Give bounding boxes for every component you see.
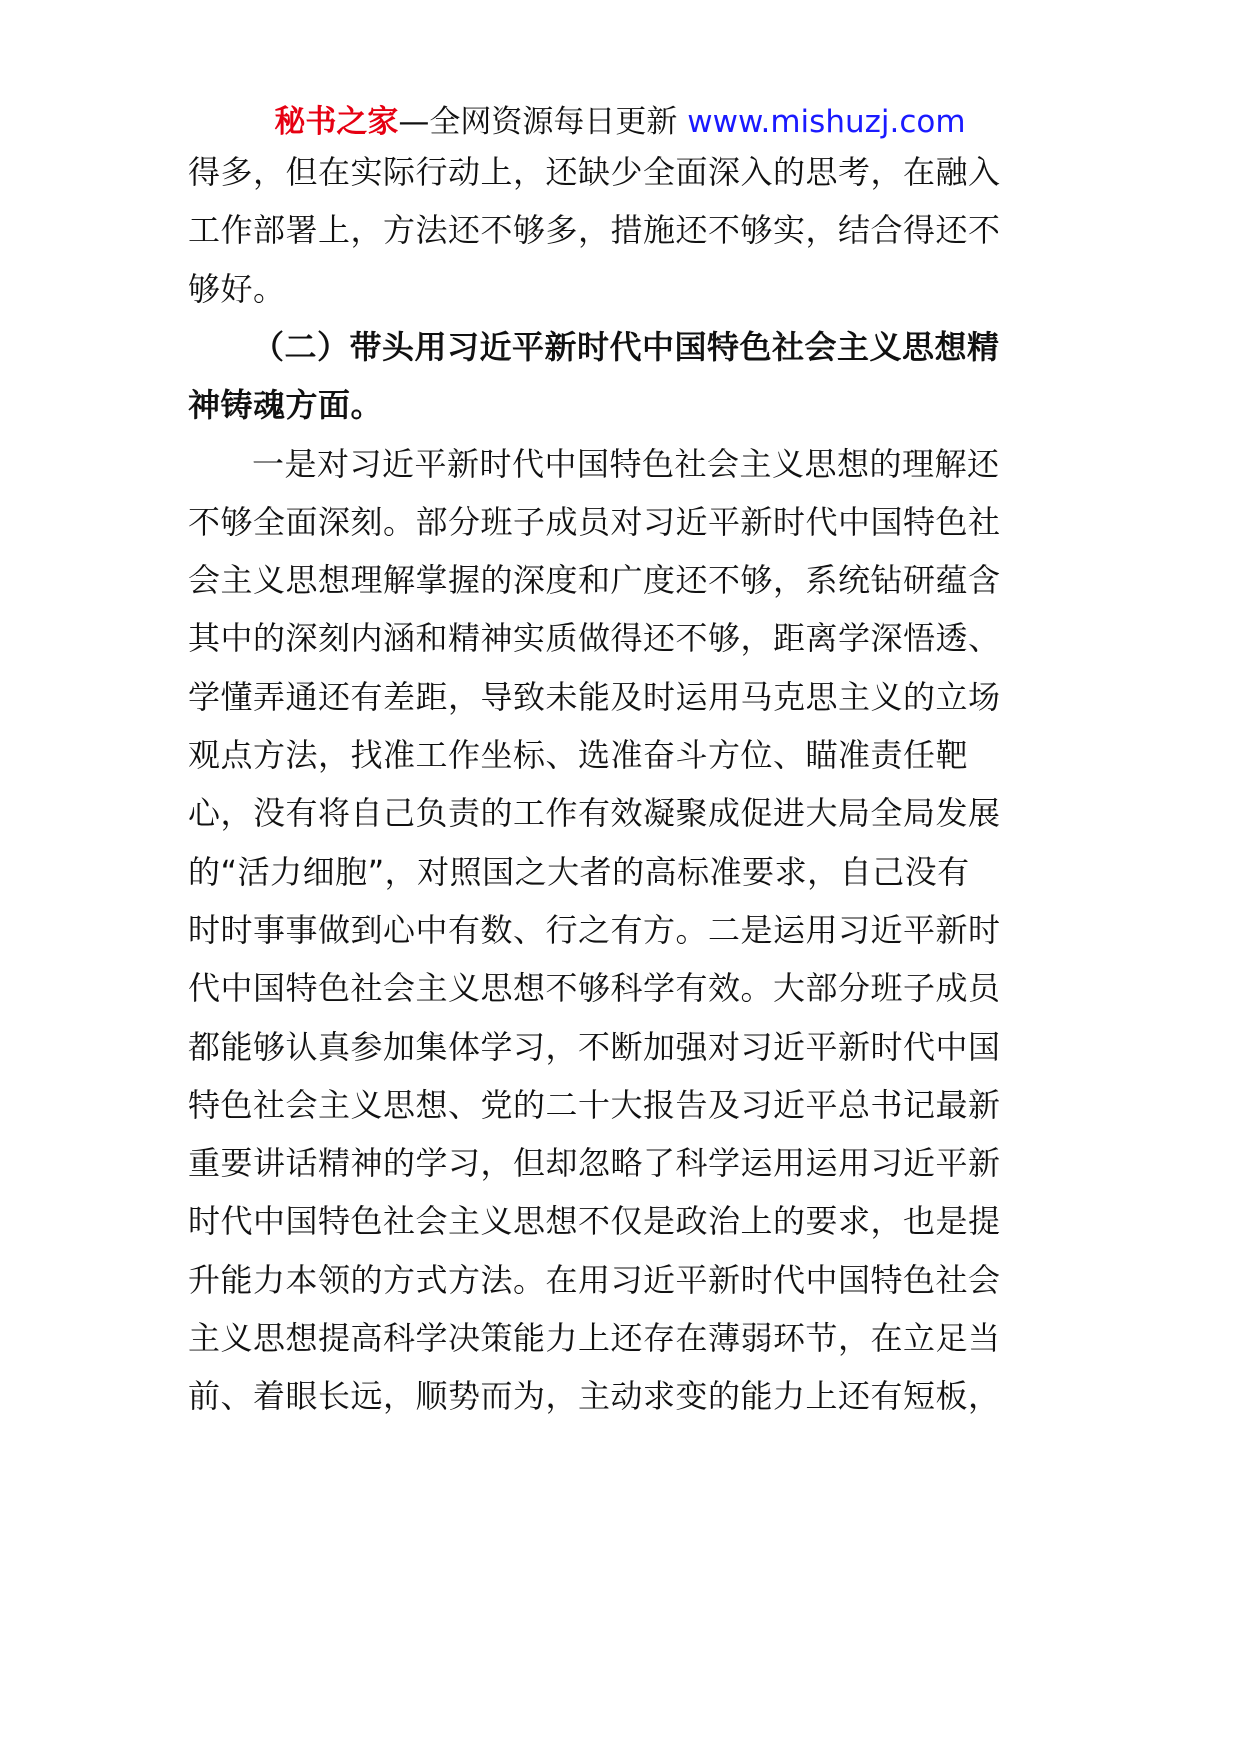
paragraph-line: 升能力本领的方式方法。在用习近平新时代中国特色社会 [188,1261,1001,1299]
section-heading-line: 神铸魂方面。 [188,386,384,424]
paragraph-line: 重要讲话精神的学习，但却忽略了科学运用运用习近平新 [188,1144,1001,1182]
paragraph-line: 特色社会主义思想、党的二十大报告及习近平总书记最新 [188,1086,1001,1124]
paragraph-line: 学懂弄通还有差距，导致未能及时运用马克思主义的立场 [188,678,1001,716]
paragraph-line: 工作部署上，方法还不够多，措施还不够实，结合得还不 [188,211,1001,249]
header-tagline: —全网资源每日更新 [398,104,688,140]
paragraph-line: 前、着眼长远，顺势而为，主动求变的能力上还有短板， [188,1377,1001,1415]
paragraph-line: 心，没有将自己负责的工作有效凝聚成促进大局全局发展 [188,794,1001,832]
site-url[interactable]: www.mishuzj.com [687,104,966,140]
paragraph-line: 时代中国特色社会主义思想不仅是政治上的要求，也是提 [188,1202,1001,1240]
paragraph-line: 时时事事做到心中有数、行之有方。二是运用习近平新时 [188,911,1001,949]
paragraph-line: 其中的深刻内涵和精神实质做得还不够，距离学深悟透、 [188,619,1001,657]
site-header [0,100,1240,144]
brand-name: 秘书之家 [274,104,399,140]
paragraph-line: 代中国特色社会主义思想不够科学有效。大部分班子成员 [188,969,1001,1007]
paragraph-line: 的“活力细胞”，对照国之大者的高标准要求，自己没有 [188,853,970,891]
paragraph-line: 观点方法，找准工作坐标、选准奋斗方位、瞄准责任靶 [188,736,969,774]
paragraph-line: 会主义思想理解掌握的深度和广度还不够，系统钻研蕴含 [188,561,1001,599]
section-heading-line: （二）带头用习近平新时代中国特色社会主义思想精 [252,328,1000,366]
paragraph-line: 不够全面深刻。部分班子成员对习近平新时代中国特色社 [188,503,1001,541]
paragraph-line: 都能够认真参加集体学习，不断加强对习近平新时代中国 [188,1028,1001,1066]
paragraph-line: 主义思想提高科学决策能力上还存在薄弱环节，在立足当 [188,1319,1001,1357]
paragraph-line: 一是对习近平新时代中国特色社会主义思想的理解还 [252,445,1000,483]
paragraph-line: 够好。 [188,270,286,308]
paragraph-line: 得多，但在实际行动上，还缺少全面深入的思考，在融入 [188,153,1001,191]
